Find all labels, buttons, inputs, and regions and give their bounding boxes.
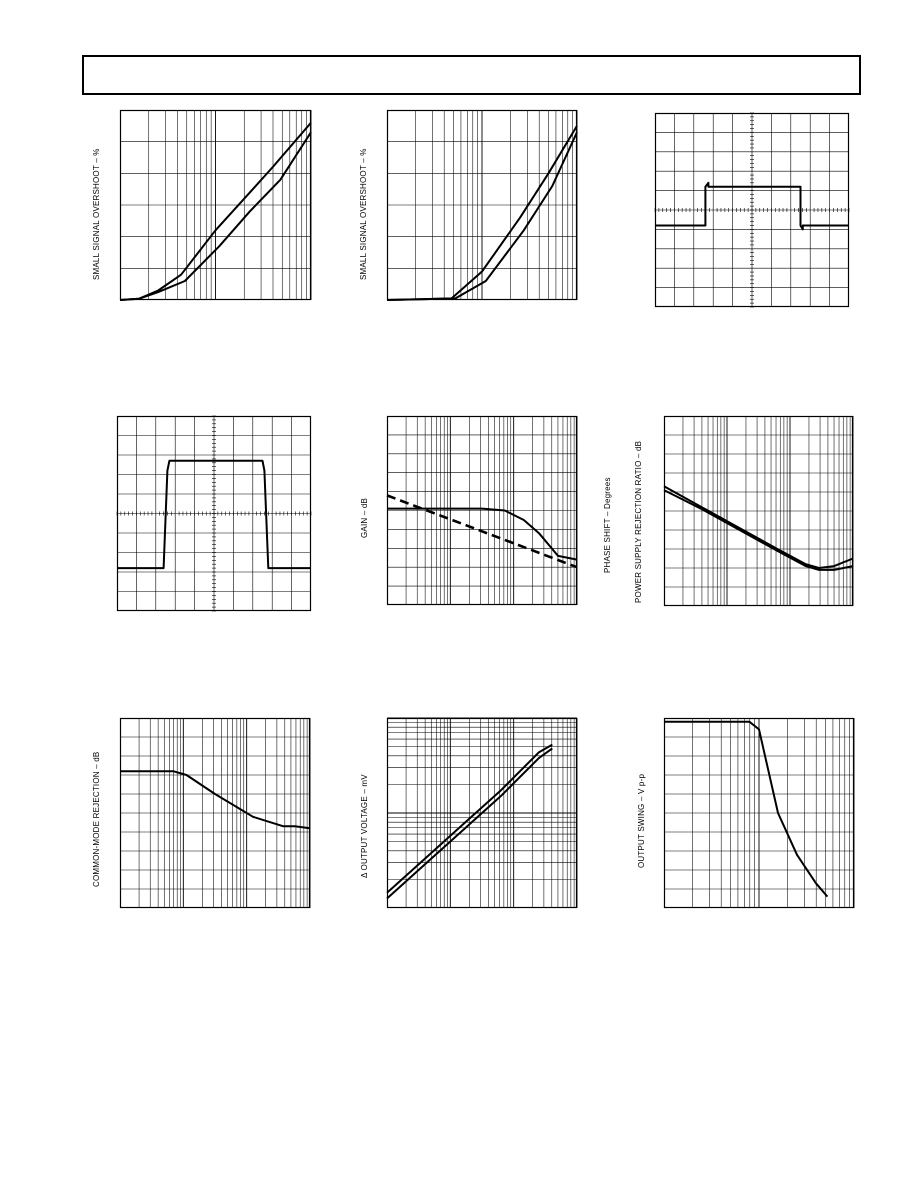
ylabel-output-swing: OUTPUT SWING – V p-p [637, 773, 646, 868]
ylabel-cmrr: COMMON-MODE REJECTION – dB [92, 751, 101, 887]
ylabel-delta-output: Δ OUTPUT VOLTAGE – mV [360, 774, 369, 878]
chart-output-swing [664, 718, 854, 908]
chart-cmrr [120, 718, 310, 908]
ylabel-psrr: POWER SUPPLY REJECTION RATIO – dB [634, 440, 643, 603]
series-1-line [664, 486, 853, 568]
ylabel-overshoot-2: SMALL SIGNAL OVERSHOOT – % [359, 148, 368, 280]
header-box [82, 55, 861, 95]
chart-delta-output [387, 718, 577, 908]
scope-1 [655, 113, 849, 307]
series-1-line [387, 509, 577, 560]
series-1-line [120, 771, 310, 828]
ylabel-phase: PHASE SHIFT – Degrees [603, 477, 612, 573]
chart-psrr [664, 416, 853, 606]
chart-overshoot-1 [120, 110, 311, 300]
ylabel-gain: GAIN – dB [360, 497, 369, 538]
chart-gain-phase [387, 416, 577, 605]
chart-overshoot-2 [387, 110, 577, 300]
series-2-line [387, 495, 577, 567]
scope-2 [117, 416, 311, 611]
series-1-line [664, 722, 827, 897]
ylabel-overshoot-1: SMALL SIGNAL OVERSHOOT – % [92, 148, 101, 280]
